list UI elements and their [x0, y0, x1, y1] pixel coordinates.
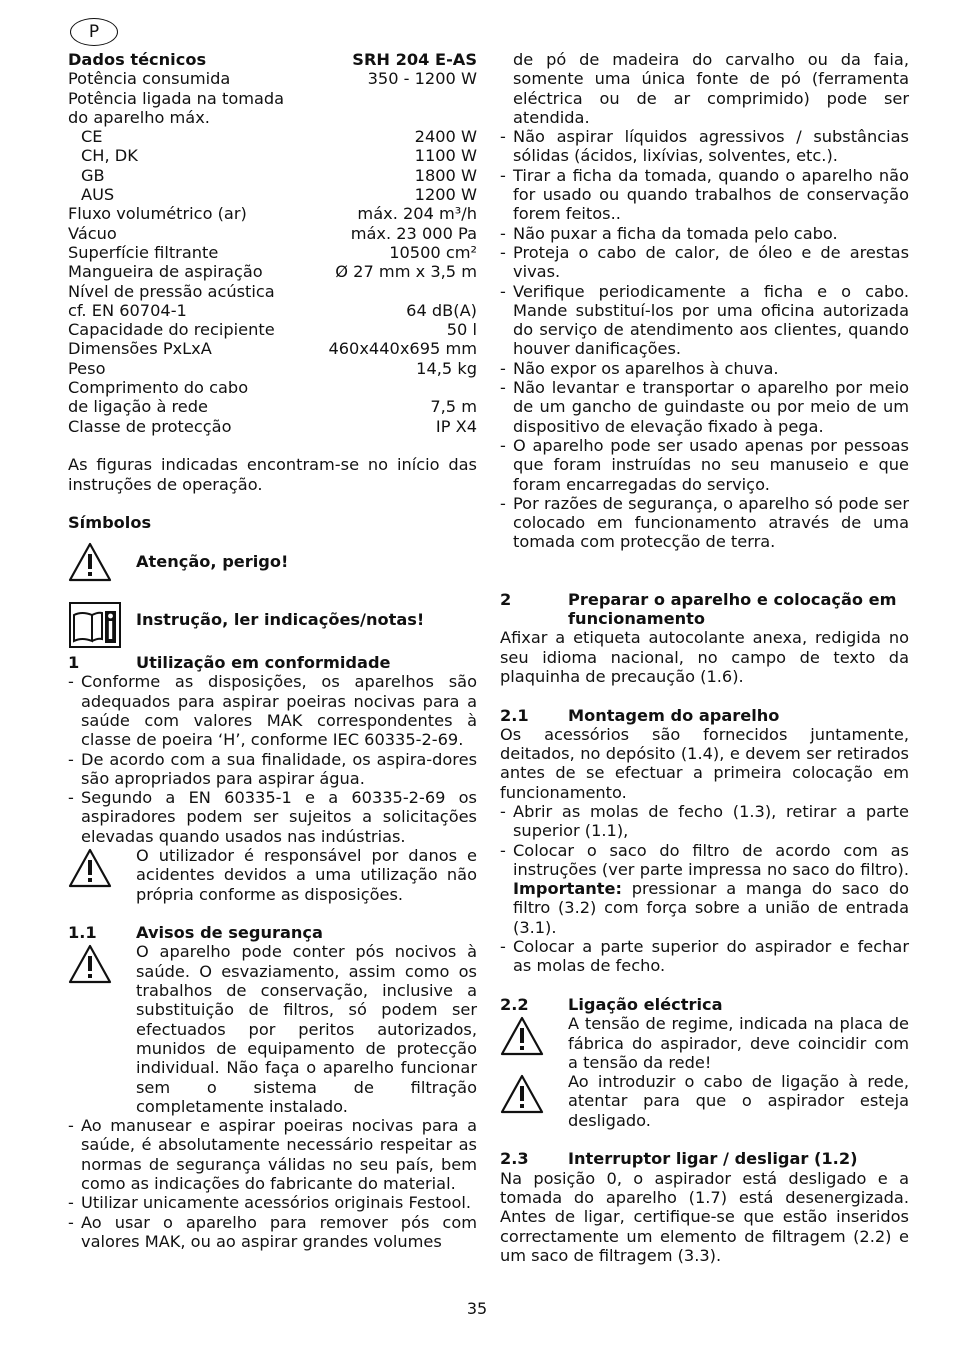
tech-row — [68, 69, 477, 88]
tech-row-label: Vácuo — [68, 223, 117, 243]
section-2-text: Afixar a etiqueta autocolante anexa, redigida no seu idioma nacional, no campo de texto da plaquinha de precaução (1.6). — [500, 628, 909, 686]
section-2-1-text: Os acessórios são fornecidos juntamente, deitados, no depósito (1.4), e devem ser retirados antes de se efectuar a primeira colocação em funcionamento. — [500, 724, 909, 802]
tech-row — [68, 262, 477, 281]
tech-row-value: 350 - 1200 W — [367, 69, 477, 89]
tech-row — [68, 301, 477, 320]
tech-row-value: 10500 cm² — [389, 242, 477, 262]
manual-info-icon — [68, 601, 122, 649]
list-item: - Colocar a parte superior do aspirador e fechar as molas de fecho. — [500, 937, 909, 976]
section-2-3-heading: 2.3 Interruptor ligar / desligar (1.2) — [500, 1149, 858, 1169]
tech-row-label: CH, DK — [81, 146, 138, 166]
list-item: - Colocar o saco do filtro de acordo com as instruções (ver parte impressa no saco do filtro). Importante: pressionar a manga do saco do filtro (3.2) com força sobre a união de entrada (3.1). — [500, 840, 909, 937]
list-item: - De acordo com a sua finalidade, os aspira-dores são apropriados para aspirar água. — [68, 749, 477, 788]
tech-row — [68, 224, 477, 243]
list-item: - Tirar a ficha da tomada, quando o aparelho não for usado ou quando trabalhos de conservação forem feitos.. — [500, 165, 909, 224]
tech-row — [68, 417, 477, 436]
tech-row — [68, 127, 477, 146]
symbol-instruction — [68, 601, 477, 653]
tech-row — [68, 339, 477, 358]
list-item: - Não puxar a ficha da tomada pelo cabo. — [500, 223, 838, 243]
tech-row-value: Ø 27 mm x 3,5 m — [335, 262, 477, 282]
section-1-1-warning: O aparelho pode conter pós nocivos à saúde. O esvaziamento, assim como os trabalhos de conservação, inclusive a substituição de filtros, só podem ser efectuados por peritos autorizados, munidos de equipamento de protecção individual. Não faça o aparelho funcionar sem o sistema de filtração completamente instalado. — [68, 942, 477, 1116]
section-1-heading: 1 Utilização em conformidade — [68, 653, 391, 673]
tech-row-value: 1100 W — [414, 146, 477, 166]
tech-row-label: Superfície filtrante — [68, 242, 219, 262]
section-2-3-title: Interruptor ligar / desligar (1.2) — [568, 1149, 858, 1169]
tech-row-label: Dimensões PxLxA — [68, 339, 212, 359]
section-1-warning: O utilizador é responsável por danos e acidentes devidos a uma utilização não própria conforme as disposições. — [68, 846, 477, 904]
tech-row — [68, 320, 477, 339]
list-item: - Por razões de segurança, o aparelho só pode ser colocado em funcionamento através de uma tomada com protecção de terra. — [500, 493, 909, 552]
section-2-2-title: Ligação eléctrica — [568, 994, 723, 1014]
list-item: - Utilizar unicamente acessórios originais Festool. — [68, 1193, 472, 1213]
warning-triangle-icon — [500, 1074, 544, 1114]
tech-row-value: 2400 W — [414, 127, 477, 147]
list-item: - Segundo a EN 60335-1 e a 60335-2-69 os aspiradores podem ser sujeitos a solicitações elevadas quando usados nas indústrias. — [68, 788, 477, 846]
tech-row-label: do aparelho máx. — [68, 107, 210, 127]
tech-title: Dados técnicos — [68, 50, 207, 69]
tech-row-value: máx. 204 m³/h — [357, 204, 477, 224]
list-item: - O aparelho pode ser usado apenas por pessoas que foram instruídas no seu manuseio e que foram encarregadas do serviço. — [500, 435, 909, 494]
section-2-2-heading: 2.2 Ligação eléctrica — [500, 994, 723, 1014]
tech-row — [68, 146, 477, 165]
tech-row-value: 64 dB(A) — [406, 300, 477, 320]
tech-row-label: Potência ligada na tomada — [68, 88, 285, 108]
list-item: - Ao manusear e aspirar poeiras nocivas para a saúde, é absolutamente necessário respeitar as normas de segurança válidas no seu país, bem como as indicações do fabricante do material. — [68, 1116, 477, 1194]
list-item: - Ao usar o aparelho para remover pós com valores MAK, ou ao aspirar grandes volumes — [68, 1212, 477, 1251]
tech-row-label: AUS — [81, 185, 115, 205]
tech-model: SRH 204 E-AS — [352, 50, 477, 69]
warning-triangle-icon — [68, 944, 112, 984]
tech-row-label: cf. EN 60704-1 — [68, 300, 187, 320]
tech-row-value: 14,5 kg — [416, 358, 477, 378]
warning-triangle-icon — [68, 848, 112, 888]
tech-row-label: Fluxo volumétrico (ar) — [68, 204, 247, 224]
tech-row-label: GB — [81, 165, 105, 185]
section-2-3-text: Na posição 0, o aspirador está desligado e a tomada do aparelho (1.7) está desenergizada. Antes de ligar, certifique-se que estão inseridos correctamente um elemento de filtragem (2.2) e um saco de filtragem (3.3). — [500, 1168, 909, 1265]
section-2-1-heading: 2.1 Montagem do aparelho — [500, 705, 780, 725]
tech-row-label: Potência consumida — [68, 69, 231, 89]
right-column — [500, 50, 909, 1265]
list-item: - Proteja o cabo de calor, de óleo e de arestas vivas. — [500, 242, 909, 282]
tech-row-label: Classe de protecção — [68, 416, 232, 436]
language-badge: P — [70, 18, 118, 46]
section-2-title: Preparar o aparelho e colocação em funcionamento — [568, 589, 897, 629]
left-column — [68, 50, 477, 1251]
tech-row — [68, 243, 477, 262]
tech-row-value: IP X4 — [435, 416, 477, 436]
section-1-1-list-left — [68, 1116, 477, 1251]
list-item: - Não expor os aparelhos à chuva. — [500, 358, 779, 378]
tech-row-label: Peso — [68, 358, 106, 378]
tech-row — [68, 185, 477, 204]
tech-row-value: 460x440x695 mm — [328, 339, 477, 359]
section-1-list — [68, 672, 477, 846]
section-1-1-continuation: de pó de madeira do carvalho ou da faia, somente uma única fonte de pó (ferramenta eléctrica ou de ar comprimido) pode ser atendida. — [513, 50, 909, 127]
tech-row-value: 1800 W — [414, 165, 477, 185]
tech-row — [68, 397, 477, 416]
tech-row-value: máx. 23 000 Pa — [350, 223, 477, 243]
section-2-2-warning-1: A tensão de regime, indicada na placa de fábrica do aspirador, deve coincidir com a tensão da rede! — [500, 1014, 909, 1072]
tech-row-label: CE — [81, 127, 103, 147]
tech-row-label: Capacidade do recipiente — [68, 320, 275, 340]
tech-row — [68, 359, 477, 378]
section-1-title: Utilização em conformidade — [136, 653, 391, 673]
tech-row-label: de ligação à rede — [68, 397, 208, 417]
symbol-attention-label: Atenção, perigo! — [136, 552, 289, 572]
tech-header — [68, 50, 477, 69]
section-1-1-heading: 1.1 Avisos de segurança — [68, 923, 323, 943]
section-2-2-warning-2: Ao introduzir o cabo de ligação à rede, atentar para que o aspirador esteja desligado. — [500, 1072, 909, 1130]
list-item: - Não levantar e transportar o aparelho por meio de um gancho de guindaste ou por meio de um dispositivo de elevação fixado à pega. — [500, 378, 909, 436]
page-number: 35 — [466, 1299, 488, 1318]
list-item: - Não aspirar líquidos agressivos / substâncias sólidas (ácidos, lixívias, solventes, etc.). — [500, 127, 909, 166]
warning-triangle-icon — [500, 1016, 544, 1056]
tech-row-value: 7,5 m — [430, 397, 477, 417]
tech-row-label: Nível de pressão acústica — [68, 281, 275, 301]
tech-row — [68, 282, 477, 301]
tech-row — [68, 378, 477, 397]
tech-table — [68, 69, 477, 436]
tech-row — [68, 89, 477, 108]
warning-triangle-icon — [68, 542, 112, 582]
section-2-heading: 2 Preparar o aparelho e colocação em funcionamento — [500, 590, 909, 629]
tech-row — [68, 108, 477, 127]
symbol-attention — [68, 542, 477, 586]
tech-row-value: 1200 W — [414, 185, 477, 205]
list-item: - Verifique periodicamente a ficha e o cabo. Mande substituí-los por uma oficina autorizada do serviço de atendimento aos clientes, quando houver danificações. — [500, 281, 909, 359]
tech-row-value: 50 l — [446, 320, 477, 340]
section-1-1-title: Avisos de segurança — [136, 923, 323, 943]
tech-row-label: Mangueira de aspiração — [68, 262, 263, 282]
section-2-1-title: Montagem do aparelho — [568, 705, 780, 725]
list-item: - Conforme as disposições, os aparelhos são adequados para aspirar poeiras nocivas para a saúde com valores MAK correspondentes à classe de poeira ‘H’, conforme IEC 60335-2-69. — [68, 672, 477, 750]
tech-row-label: Comprimento do cabo — [68, 378, 249, 398]
figures-note: As figuras indicadas encontram-se no início das instruções de operação. — [68, 455, 477, 494]
section-1-1-list-right — [500, 127, 909, 552]
tech-row — [68, 166, 477, 185]
list-item: - Abrir as molas de fecho (1.3), retirar a parte superior (1.1), — [500, 801, 909, 841]
symbols-title: Símbolos — [68, 513, 152, 533]
tech-row — [68, 204, 477, 223]
symbol-instruction-label: Instrução, ler indicações/notas! — [136, 609, 425, 629]
